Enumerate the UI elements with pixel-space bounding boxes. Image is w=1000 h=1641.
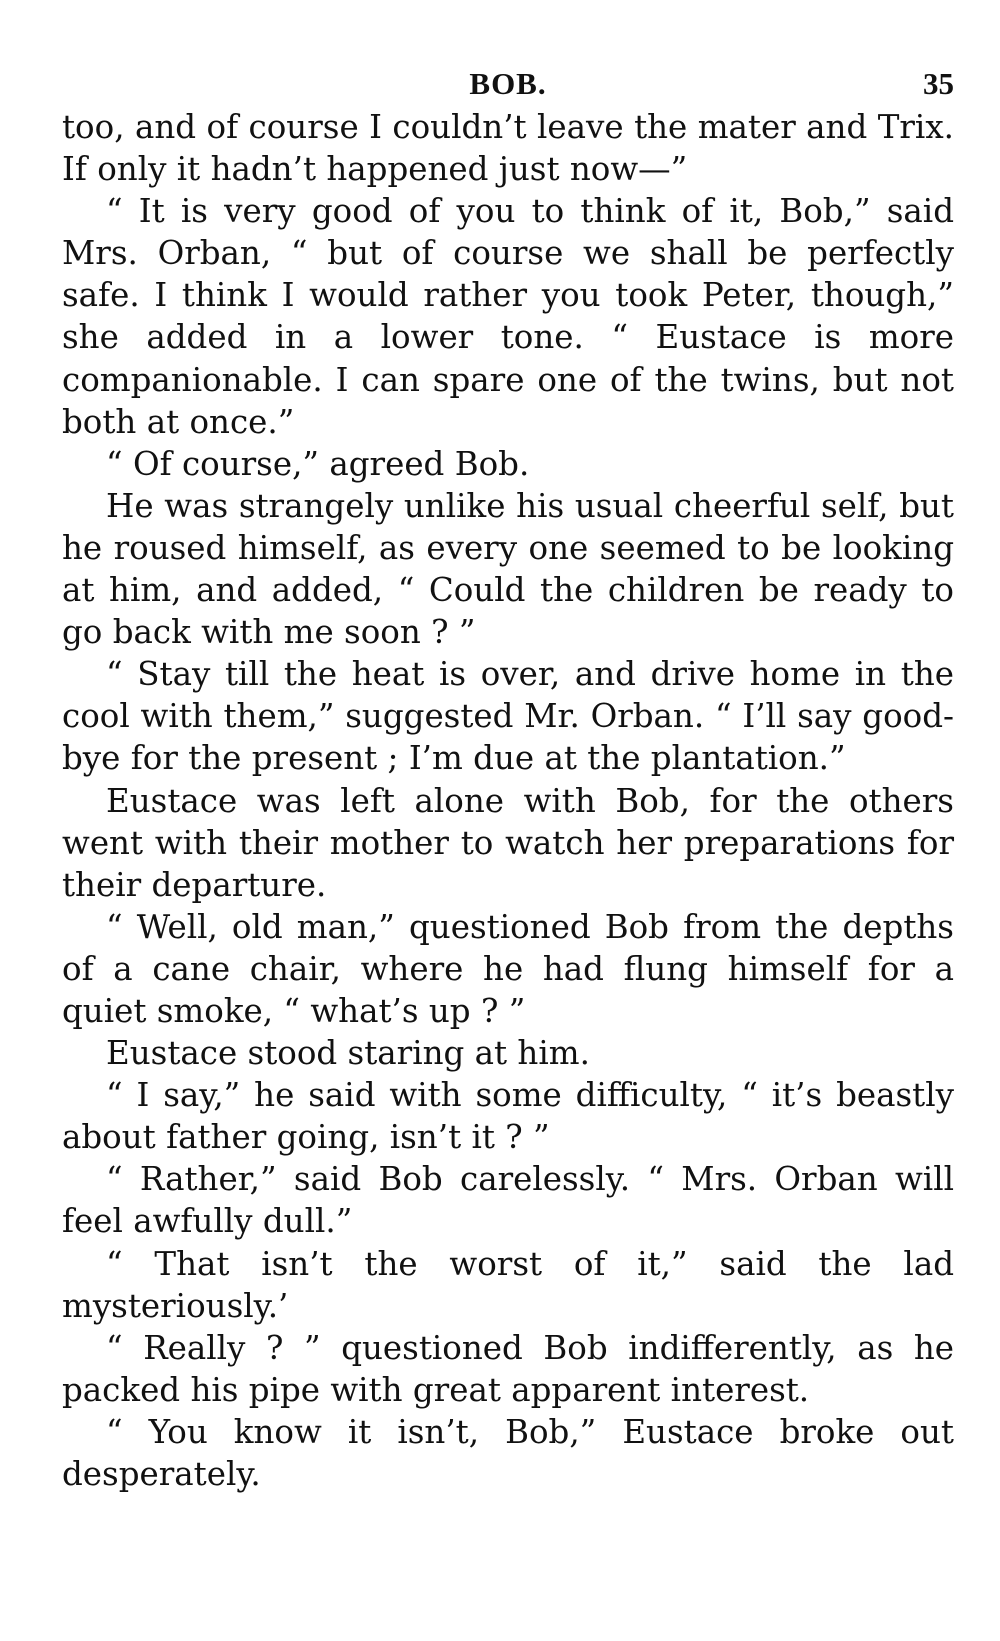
paragraph: “ Of course,” agreed Bob. (106, 444, 530, 483)
running-header (62, 50, 954, 106)
paragraph: too, and of course I couldn’t leave the mater and Trix. If only it hadn’t happened just now—” (62, 108, 954, 189)
paragraph: “ Well, old man,” questioned Bob from the depths of a cane chair, where he had flung himself for a quiet smoke, “ what’s up ? ” (62, 907, 954, 1030)
book-page (62, 50, 954, 1495)
paragraph: “ Stay till the heat is over, and drive home in the cool with them,” suggested Mr. Orban. “ I’ll say good-bye for the present ; I’m due at the plantation.” (62, 655, 954, 778)
paragraph: Eustace was left alone with Bob, for the others went with their mother to watch her preparations for their departure. (62, 781, 954, 904)
chapter-title: BOB. (469, 66, 547, 101)
paragraph: “ That isn’t the worst of it,” said the lad mysteriously.’ (62, 1244, 954, 1325)
paragraph: He was strangely unlike his usual cheerful self, but he roused himself, as every one seemed to be looking at him, and added, “ Could the children be ready to go back with me soon ? ” (62, 486, 954, 652)
paragraph: “ You know it isn’t, Bob,” Eustace broke out desperately. (62, 1412, 954, 1493)
paragraph: “ It is very good of you to think of it, Bob,” said Mrs. Orban, “ but of course we shall be perfectly safe. I think I would rather you took Peter, though,” she added in a lower tone. “ Eustace is more companionable. I can spare one of the twins, but not both at once.” (62, 192, 954, 441)
paragraph: “ Rather,” said Bob carelessly. “ Mrs. Orban will feel awfully dull.” (62, 1160, 954, 1241)
paragraph: Eustace stood staring at him. (106, 1034, 590, 1073)
paragraph: “ I say,” he said with some difficulty, “ it’s beastly about father going, isn’t it ? ” (62, 1076, 954, 1157)
page-number: 35 (923, 66, 954, 101)
paragraph: “ Really ? ” questioned Bob indifferently, as he packed his pipe with great apparent interest. (62, 1328, 954, 1409)
body-text (62, 106, 954, 1495)
